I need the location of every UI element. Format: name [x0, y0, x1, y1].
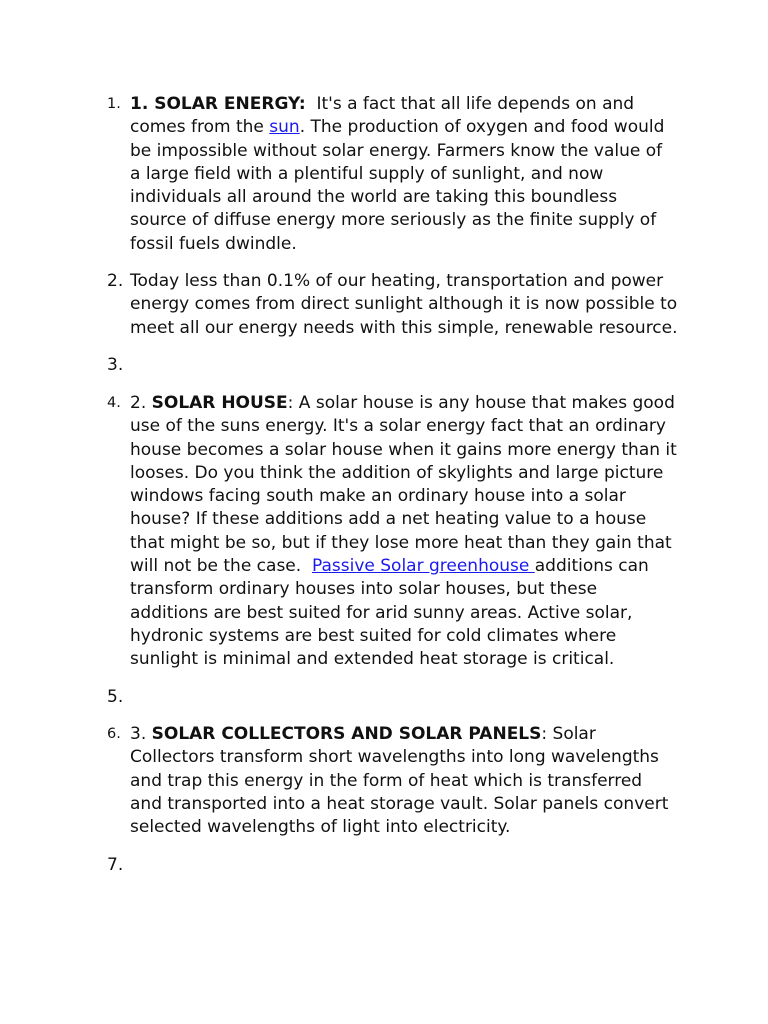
- section-heading: 1. SOLAR ENERGY:: [130, 94, 306, 114]
- list-number: 5.: [107, 687, 124, 707]
- section-heading: SOLAR COLLECTORS AND SOLAR PANELS: [151, 724, 542, 744]
- list-number: 2.: [107, 271, 124, 291]
- sun-link[interactable]: sun: [269, 117, 300, 138]
- section-heading: SOLAR HOUSE: [151, 393, 288, 413]
- list-item-text: 1. SOLAR ENERGY: It's a fact that all life depends on and comes from the sun. The production of oxygen and food would be impossible without solar energy. Farmers know the value of a large field with a plentiful supply of sunlight, and now individuals all around the world are taking this boundless source of diffuse energy more seriously as the finite supply of fossil fuels dwindle.: [130, 94, 665, 254]
- list-item-text: Today less than 0.1% of our heating, transportation and power energy comes from direct sunlight although it is now possible to meet all our energy needs with this simple, renewable resource.: [130, 271, 678, 338]
- list-number: 7.: [107, 855, 124, 875]
- list-number: 3.: [107, 355, 124, 375]
- list-number: 4.: [107, 395, 121, 411]
- list-number: 1.: [107, 96, 121, 112]
- list-item-text: 3. SOLAR COLLECTORS AND SOLAR PANELS: Solar Collectors transform short wavelengths into long wavelengths and trap this energy in the form of heat which is transferred and transported into a heat storage vault. Solar panels convert selected wavelengths of light into electricity.: [130, 724, 669, 838]
- list-number: 6.: [107, 726, 121, 742]
- passive-solar-greenhouse-link[interactable]: Passive Solar greenhouse: [311, 556, 535, 577]
- list-item-text: 2. SOLAR HOUSE: A solar house is any house that makes good use of the suns energy. It's a solar energy fact that an ordinary house becomes a solar house when it gains more energy than it looses. Do you think the addition of skylights and large picture windows facing south make an ordinary house into a solar house? If these additions add a net heating value to a house that might be so, but if they lose more heat than they gain that will not be the case. Passive Solar greenhouse additions can transform ordinary houses into solar houses, but these additions are best suited for arid sunny areas. Active solar, hydronic systems are best suited for cold climates where sunlight is minimal and extended heat storage is critical.: [130, 393, 677, 670]
